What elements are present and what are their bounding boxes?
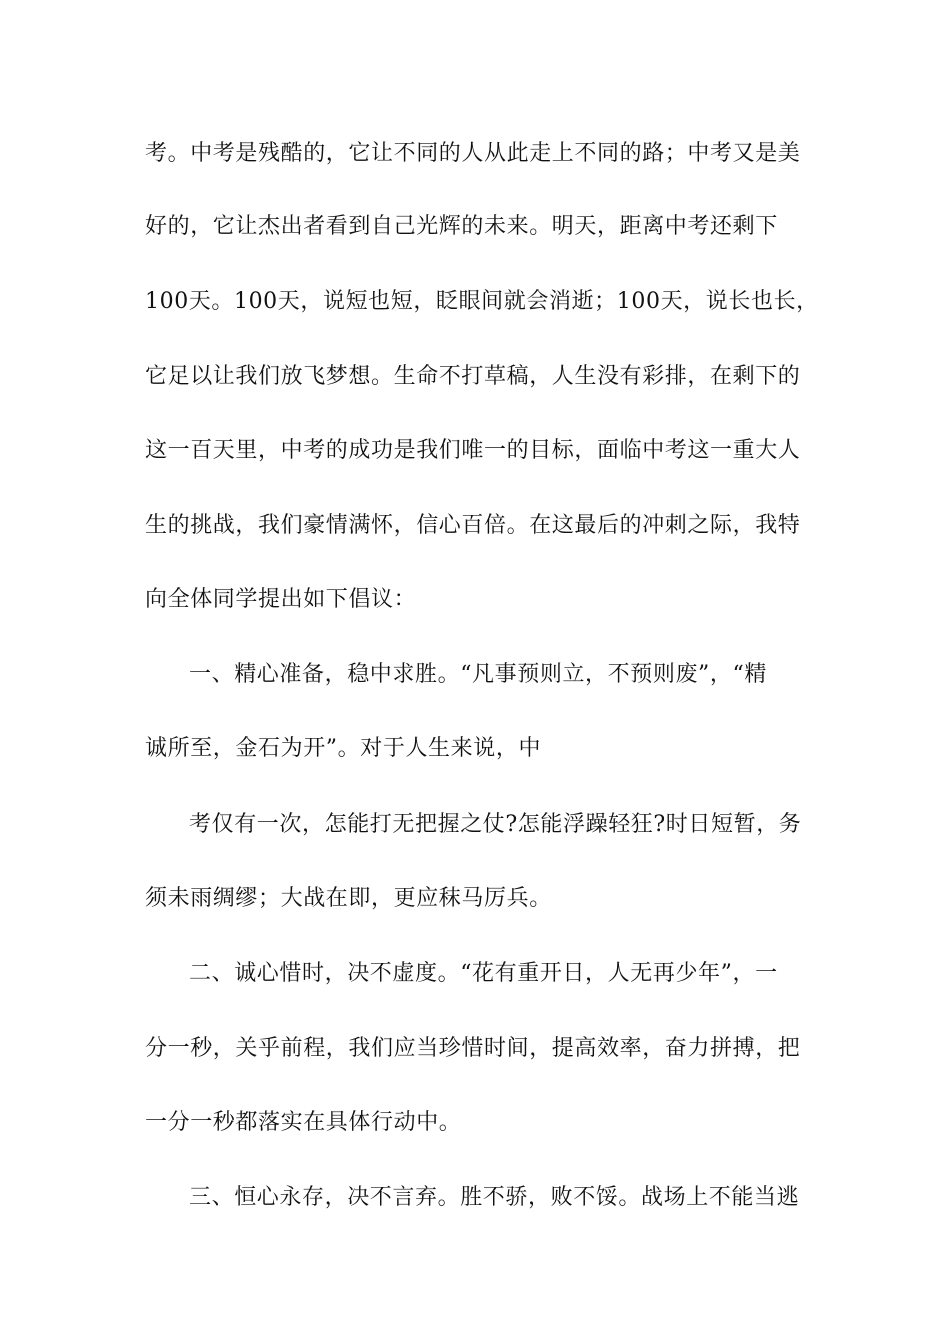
text-line: 须未雨绸缪；大战在即，更应秣马厉兵。 bbox=[145, 886, 552, 911]
paragraph-first-line: 考仅有一次，怎能打无把握之仗?怎能浮躁轻狂?时日短暂，务 bbox=[189, 812, 802, 837]
text-line: 它足以让我们放飞梦想。生命不打草稿，人生没有彩排，在剩下的 bbox=[145, 364, 801, 389]
text-line: 100天。100天，说短也短，眨眼间就会消逝；100天，说长也长， bbox=[145, 289, 819, 314]
paragraph-first-line: 二、诚心惜时，决不虚度。“花有重开日，人无再少年”，一 bbox=[189, 961, 778, 986]
paragraph-first-line: 三、恒心永存，决不言弃。胜不骄，败不馁。战场上不能当逃 bbox=[189, 1185, 800, 1210]
paragraph-first-line: 一、精心准备，稳中求胜。“凡事预则立，不预则废”，“精 bbox=[189, 662, 767, 687]
text-line: 生的挑战，我们豪情满怀，信心百倍。在这最后的冲刺之际，我特 bbox=[145, 513, 801, 538]
text-line: 向全体同学提出如下倡议： bbox=[145, 587, 417, 612]
text-line: 考。中考是残酷的，它让不同的人从此走上不同的路；中考又是美 bbox=[145, 141, 801, 166]
text-line: 一分一秒都落实在具体行动中。 bbox=[145, 1110, 462, 1135]
text-line: 分一秒，关乎前程，我们应当珍惜时间，提高效率，奋力拼搏，把 bbox=[145, 1036, 801, 1061]
text-line: 诚所至，金石为开”。对于人生来说，中 bbox=[145, 736, 542, 761]
text-line: 好的，它让杰出者看到自己光辉的未来。明天，距离中考还剩下 bbox=[145, 214, 778, 239]
text-line: 这一百天里，中考的成功是我们唯一的目标，面临中考这一重大人 bbox=[145, 438, 801, 463]
